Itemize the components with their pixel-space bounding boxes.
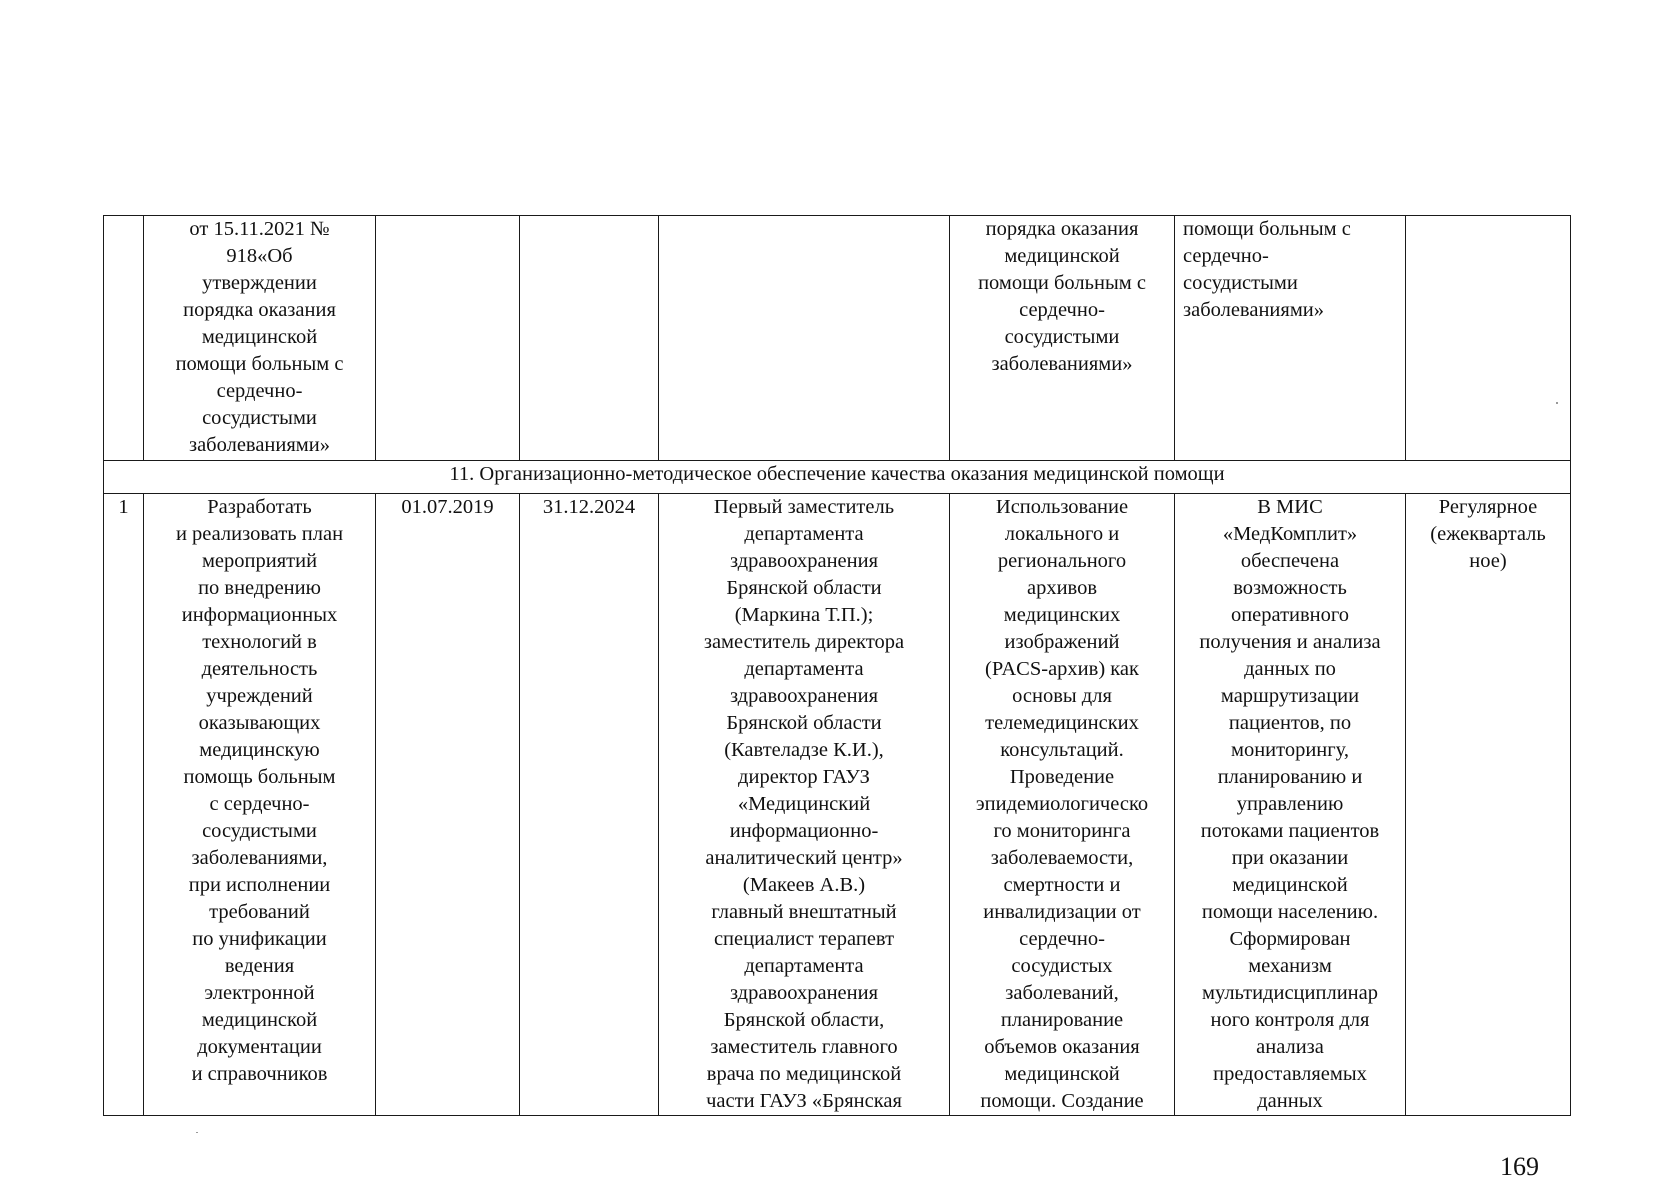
- cell-activity: [144, 216, 376, 461]
- cell-text-line: регионального: [997, 550, 1127, 572]
- cell-text-line: главный внештатный: [711, 901, 897, 923]
- cell-text-line: и реализовать план: [175, 523, 344, 545]
- cell-result: [1175, 494, 1406, 1116]
- cell-activity: [144, 494, 376, 1116]
- cell-text-line: мультидисциплинар: [1202, 982, 1378, 1004]
- cell-text-line: электронной: [204, 982, 315, 1004]
- cell-text-line: медицинскую: [199, 739, 320, 761]
- cell-text-line: планирование: [1000, 1009, 1124, 1031]
- cell-text-line: пациентов, по: [1228, 712, 1352, 734]
- cell-text-line: от 15.11.2021 №: [189, 218, 330, 240]
- cell-text-line: 918«Об: [226, 245, 293, 267]
- cell-text-line: В МИС: [1257, 496, 1323, 518]
- cell-text-line: департамента: [744, 523, 864, 545]
- cell-text-line: оказывающих: [198, 712, 321, 734]
- cell-text-line: помощи больным с: [175, 353, 344, 375]
- cell-text-line: Разработать: [207, 496, 312, 518]
- cell-text-line: утверждении: [202, 272, 317, 294]
- cell-text-line: сердечно-: [1019, 928, 1105, 950]
- section-heading: 11. Организационно-методическое обеспечение качества оказания медицинской помощи: [104, 461, 1571, 494]
- cell-text-line: специалист терапевт: [713, 928, 895, 950]
- cell-frequency: [1406, 494, 1571, 1116]
- cell-text-line: здравоохранения: [729, 982, 879, 1004]
- cell-text-line: помощь больным: [183, 766, 336, 788]
- cell-description: [950, 494, 1175, 1116]
- cell-responsible: [659, 216, 950, 461]
- cell-text-line: врача по медицинской: [706, 1063, 902, 1085]
- cell-text-line: «МедКомплит»: [1222, 523, 1358, 545]
- cell-text-line: и справочников: [191, 1063, 328, 1085]
- cell-text-line: Сформирован: [1229, 928, 1351, 950]
- cell-text-line: Проведение: [1009, 766, 1115, 788]
- cell-text-line: с сердечно-: [209, 793, 310, 815]
- cell-text-line: заболеваний,: [1005, 982, 1119, 1004]
- cell-text-line: здравоохранения: [729, 685, 879, 707]
- cell-text-line: сердечно-: [1183, 245, 1269, 267]
- cell-end-date: 31.12.2024: [520, 494, 659, 1116]
- cell-text-line: управлению: [1236, 793, 1344, 815]
- cell-text-line: Первый заместитель: [713, 496, 895, 518]
- cell-text-line: заболеваниями,: [191, 847, 328, 869]
- cell-result: [1175, 216, 1406, 461]
- cell-text-line: потоками пациентов: [1200, 820, 1380, 842]
- cell-text-line: ное): [1469, 550, 1507, 572]
- cell-text-line: технологий в: [202, 631, 317, 653]
- cell-text-line: смертности и: [1003, 874, 1121, 896]
- cell-text-line: аналитический центр»: [705, 847, 903, 869]
- cell-text-line: получения и анализа: [1199, 631, 1381, 653]
- cell-text-line: механизм: [1248, 955, 1332, 977]
- cell-text-line: сосудистыми: [202, 820, 317, 842]
- cell-text-line: сосудистыми: [1004, 326, 1120, 348]
- cell-text-line: по унификации: [192, 928, 327, 950]
- cell-start-date: [376, 216, 520, 461]
- cell-text-line: порядка оказания: [183, 299, 336, 321]
- cell-text-line: при исполнении: [188, 874, 331, 896]
- cell-text-line: объемов оказания: [984, 1036, 1140, 1058]
- cell-text-line: мероприятий: [201, 550, 318, 572]
- cell-text-line: медицинской: [201, 1009, 318, 1031]
- cell-text-line: данных по: [1244, 658, 1336, 680]
- cell-text-line: Использование: [995, 496, 1129, 518]
- cell-text-line: здравоохранения: [729, 550, 879, 572]
- cell-description: [950, 216, 1175, 461]
- cell-text-line: (Кавтеладзе К.И.),: [724, 739, 884, 761]
- cell-text-line: (ежекварталь: [1430, 523, 1546, 545]
- cell-frequency: [1406, 216, 1571, 461]
- cell-text-line: медицинской: [1004, 245, 1120, 267]
- cell-text-line: планированию и: [1217, 766, 1363, 788]
- document-table: [103, 215, 1571, 1116]
- page-number: 169: [1500, 1152, 1539, 1181]
- cell-text-line: медицинской: [1232, 874, 1348, 896]
- cell-text-line: предоставляемых: [1213, 1063, 1367, 1085]
- cell-text-line: эпидемиологическо: [975, 793, 1149, 815]
- cell-text-line: го мониторинга: [993, 820, 1131, 842]
- cell-text-line: Брянской области,: [723, 1009, 885, 1031]
- cell-text-line: мониторингу,: [1230, 739, 1350, 761]
- cell-text-line: департамента: [744, 955, 864, 977]
- cell-text-line: маршрутизации: [1220, 685, 1360, 707]
- cell-text-line: информационных: [181, 604, 338, 626]
- cell-text-line: помощи больным с: [978, 272, 1146, 294]
- cell-text-line: консультаций.: [1000, 739, 1124, 761]
- table-row-continued: [104, 216, 1571, 461]
- cell-text-line: сердечно-: [1019, 299, 1105, 321]
- cell-text-line: сосудистыми: [202, 407, 317, 429]
- cell-text-line: департамента: [744, 658, 864, 680]
- cell-text-line: заболеваниями»: [1183, 299, 1325, 321]
- cell-text-line: деятельность: [201, 658, 318, 680]
- cell-text-line: части ГАУЗ «Брянская: [706, 1090, 902, 1112]
- cell-text-line: заместитель директора: [703, 631, 905, 653]
- cell-text-line: при оказании: [1231, 847, 1349, 869]
- section-row: [104, 461, 1571, 494]
- cell-text-line: инвалидизации от: [983, 901, 1141, 923]
- cell-text-line: заболеваниями»: [991, 353, 1133, 375]
- cell-text-line: обеспечена: [1240, 550, 1340, 572]
- cell-text-line: заболеваемости,: [990, 847, 1134, 869]
- cell-text-line: оперативного: [1230, 604, 1350, 626]
- cell-text-line: документации: [197, 1036, 322, 1058]
- cell-text-line: Брянской области: [726, 577, 882, 599]
- cell-text-line: заместитель главного: [710, 1036, 898, 1058]
- cell-number: [104, 216, 144, 461]
- cell-text-line: архивов: [1026, 577, 1098, 599]
- cell-text-line: порядка оказания: [985, 218, 1139, 240]
- cell-text-line: медицинских: [1003, 604, 1121, 626]
- cell-text-line: (Маркина Т.П.);: [734, 604, 874, 626]
- cell-text-line: изображений: [1004, 631, 1120, 653]
- cell-number: 1: [104, 494, 144, 1116]
- cell-text-line: помощи. Создание: [980, 1090, 1144, 1112]
- cell-text-line: заболеваниями»: [188, 434, 330, 456]
- scan-speck: [196, 1132, 198, 1133]
- cell-responsible: [659, 494, 950, 1116]
- cell-text-line: возможность: [1233, 577, 1347, 599]
- table-row: [104, 494, 1571, 1116]
- cell-text-line: помощи населению.: [1201, 901, 1379, 923]
- cell-text-line: локального и: [1004, 523, 1120, 545]
- cell-text-line: по внедрению: [198, 577, 321, 599]
- cell-text-line: ного контроля для: [1210, 1009, 1370, 1031]
- cell-text-line: медицинской: [1004, 1063, 1120, 1085]
- cell-text-line: директор ГАУЗ: [738, 766, 870, 788]
- cell-end-date: [520, 216, 659, 461]
- cell-text-line: телемедицинских: [985, 712, 1139, 734]
- cell-text-line: учреждений: [206, 685, 313, 707]
- cell-text-line: сосудистыми: [1183, 272, 1298, 294]
- cell-text-line: «Медицинский: [737, 793, 871, 815]
- cell-text-line: сердечно-: [216, 380, 303, 402]
- cell-text-line: Регулярное: [1438, 496, 1538, 518]
- cell-text-line: Брянской области: [726, 712, 882, 734]
- cell-text-line: информационно-: [729, 820, 879, 842]
- cell-text-line: данных: [1257, 1090, 1323, 1112]
- cell-text-line: (Макеев А.В.): [742, 874, 866, 896]
- cell-text-line: (PACS-архив) как: [985, 658, 1139, 680]
- cell-text-line: анализа: [1256, 1036, 1324, 1058]
- scan-speck: [1556, 402, 1558, 404]
- cell-start-date: 01.07.2019: [376, 494, 520, 1116]
- cell-text-line: помощи больным с: [1183, 218, 1351, 240]
- cell-text-line: требований: [209, 901, 310, 923]
- cell-text-line: ведения: [224, 955, 295, 977]
- cell-text-line: медицинской: [201, 326, 318, 348]
- cell-text-line: сосудистых: [1011, 955, 1113, 977]
- cell-text-line: основы для: [1012, 685, 1112, 707]
